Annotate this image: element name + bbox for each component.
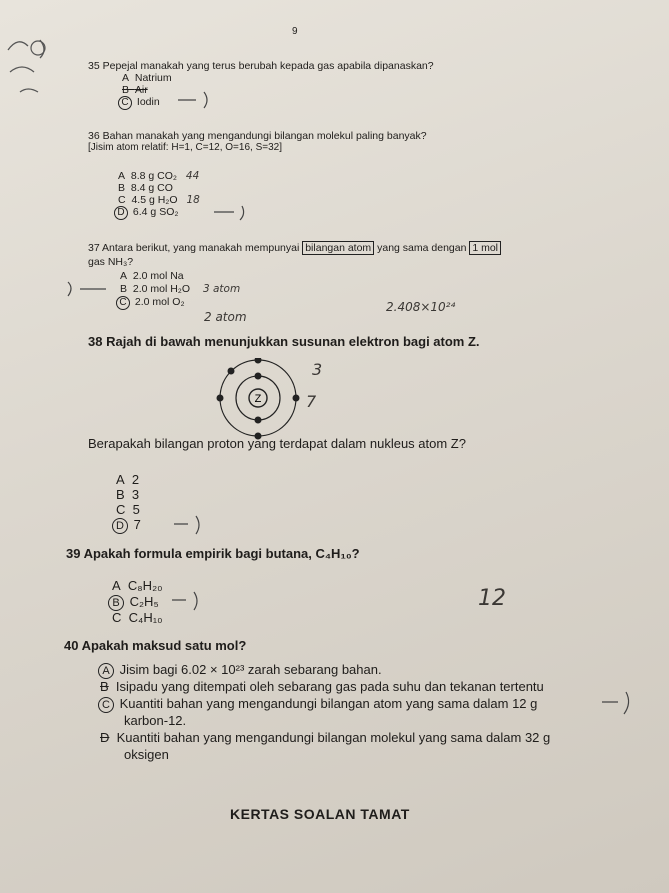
- nucleus-label: Z: [254, 393, 262, 405]
- q37-side-mark: [66, 280, 116, 298]
- q36-option-c: C 4.5 g H₂O 18: [118, 194, 200, 206]
- q35-option-c: C Iodin: [118, 96, 160, 110]
- q39-option-a: A C₈H₂₀: [112, 578, 163, 593]
- electron: [255, 373, 262, 380]
- q38-answer-mark: [172, 514, 208, 536]
- q36-option-a: A 8.8 g CO₂ 44: [118, 170, 200, 182]
- q37-option-b: B 2.0 mol H₂O 3 atom: [120, 283, 241, 295]
- question-35: 35 Pepejal manakah yang terus berubah kepada gas apabila dipanaskan?: [88, 60, 434, 72]
- q35-answer-mark: [176, 90, 216, 110]
- q36-option-b: B 8.4 g CO: [118, 182, 173, 194]
- q36-atomic-mass-note: [Jisim atom relatif: H=1, C=12, O=16, S=32]: [88, 142, 282, 153]
- electron: [255, 417, 262, 424]
- q39-answer-mark: [170, 590, 206, 612]
- q37-option-c: C 2.0 mol O₂: [116, 296, 185, 310]
- question-37-line2: gas NH₃?: [88, 256, 134, 268]
- q40-option-a: A Jisim bagi 6.02 × 10²³ zarah sebarang bahan.: [98, 662, 382, 679]
- q36-option-d: D 6.4 g SO₂: [114, 206, 178, 220]
- q35-option-b: B Air: [122, 84, 148, 96]
- q38-option-b: B 3: [116, 487, 140, 502]
- q38-option-c: C 5: [116, 502, 140, 517]
- page-number: 9: [292, 26, 298, 37]
- q39-option-b: B C₂H₅: [108, 594, 159, 611]
- electron: [293, 395, 300, 402]
- question-39: 39 Apakah formula empirik bagi butana, C₄H₁₀?: [66, 546, 360, 561]
- electron: [217, 395, 224, 402]
- q40-option-b: B Isipadu yang ditempati oleh sebarang gas pada suhu dan tekanan tertentu: [100, 679, 544, 694]
- q36-answer-mark: [212, 204, 252, 222]
- margin-scribble: [0, 0, 90, 120]
- q35-option-a: A Natrium: [122, 72, 172, 84]
- q37-option-a: A 2.0 mol Na: [120, 270, 184, 282]
- q37-handwritten-calc: 2.408×10²⁴: [386, 300, 456, 314]
- q40-answer-mark: [600, 690, 640, 716]
- q39-option-c: C C₄H₁₀: [112, 610, 163, 625]
- question-38: 38 Rajah di bawah menunjukkan susunan elektron bagi atom Z.: [88, 334, 480, 349]
- q38-option-d: D 7: [112, 517, 141, 534]
- question-37: 37 Antara berikut, yang manakah mempunyai bilangan atom yang sama dengan 1 mol: [88, 242, 501, 254]
- q40-option-c: C Kuantiti bahan yang mengandungi bilangan atom yang sama dalam 12 g: [98, 696, 537, 713]
- q39-handwritten-12: 12: [478, 586, 506, 611]
- electron: [228, 368, 235, 375]
- q40-option-d: D Kuantiti bahan yang mengandungi bilangan molekul yang sama dalam 32 g: [100, 730, 551, 745]
- q40-option-c-cont: karbon-12.: [124, 713, 187, 728]
- q38-option-a: A 2: [116, 472, 140, 487]
- q38-handwritten-7: 7: [306, 392, 317, 411]
- question-36: 36 Bahan manakah yang mengandungi bilangan molekul paling banyak?: [88, 130, 427, 142]
- electron: [255, 358, 262, 364]
- q40-option-d-cont: oksigen: [124, 747, 169, 762]
- q38-handwritten-3: 3: [312, 360, 323, 379]
- electron-arrangement-diagram: [210, 358, 323, 448]
- q37-handwritten-note-atom: 2 atom: [204, 310, 247, 324]
- paper-end-footer: KERTAS SOALAN TAMAT: [230, 806, 410, 822]
- q38-question: Berapakah bilangan proton yang terdapat dalam nukleus atom Z?: [88, 436, 466, 451]
- question-40: 40 Apakah maksud satu mol?: [64, 638, 247, 653]
